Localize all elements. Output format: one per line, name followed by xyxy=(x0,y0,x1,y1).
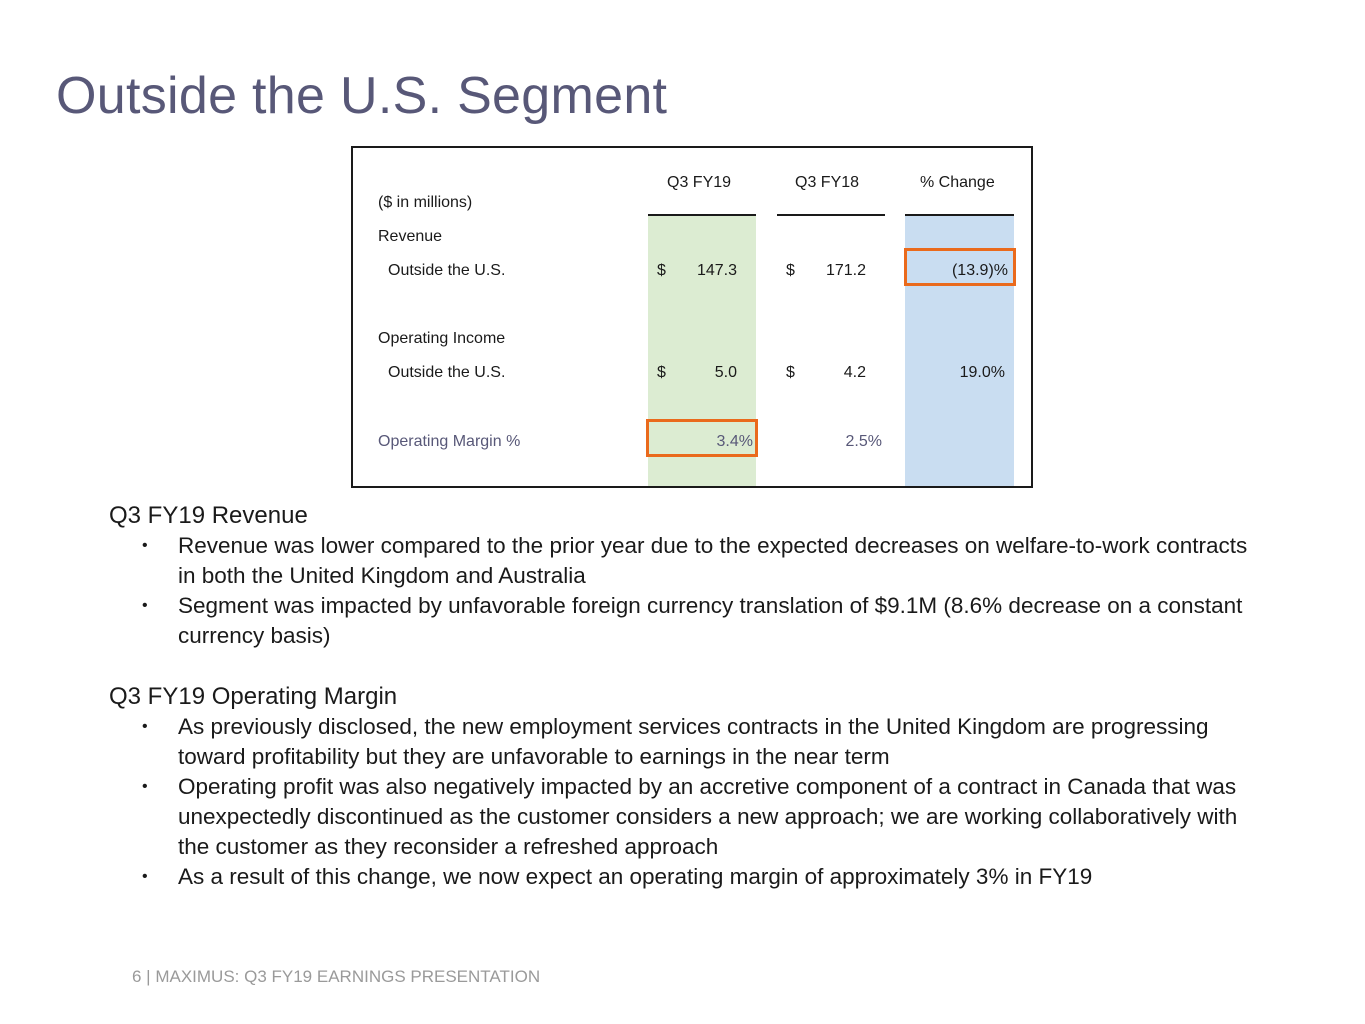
section-heading-operating-margin: Q3 FY19 Operating Margin xyxy=(109,683,398,710)
header-q3fy19: Q3 FY19 xyxy=(667,174,732,191)
revenue-row-label: Outside the U.S. xyxy=(388,262,506,279)
margin-highlight xyxy=(646,419,758,457)
header-q3fy18: Q3 FY18 xyxy=(795,174,860,191)
bullet-item xyxy=(140,712,1260,772)
oi-change-value: 19.0% xyxy=(959,364,1005,381)
revenue-q3fy19-currency: $ xyxy=(657,262,666,279)
footer-text: 6 | MAXIMUS: Q3 FY19 EARNINGS PRESENTATION xyxy=(132,967,541,986)
bullet-glyph: • xyxy=(142,537,148,554)
operating-income-label: Operating Income xyxy=(378,330,506,347)
bullet-glyph: • xyxy=(142,778,148,795)
oi-q3fy19-value: 5.0 xyxy=(714,364,737,381)
page-title: Outside the U.S. Segment xyxy=(56,67,668,125)
section-heading-revenue: Q3 FY19 Revenue xyxy=(109,502,308,529)
revenue-q3fy19-value: 147.3 xyxy=(696,262,737,279)
header-underline-q3fy18 xyxy=(777,214,885,216)
bullet-text: Operating profit was also negatively impacted by an accretive component of a contract in Canada that was unexpectedly discontinued as the customer considers a new approach; we are working collaboratively with the customer as they reconsider a refreshed approach xyxy=(178,774,1238,859)
bullet-text: Segment was impacted by unfavorable foreign currency translation of $9.1M (8.6% decrease on a constant currency basis) xyxy=(178,593,1243,648)
bullet-text: As a result of this change, we now expect an operating margin of approximately 3% in FY19 xyxy=(178,864,1093,889)
revenue-q3fy18-currency: $ xyxy=(786,262,795,279)
header-underline-change xyxy=(905,214,1014,216)
oi-q3fy18-value: 4.2 xyxy=(843,364,866,381)
bullet-item xyxy=(140,772,1260,862)
financial-table xyxy=(351,146,1033,488)
oi-q3fy19-currency: $ xyxy=(657,364,666,381)
revenue-label: Revenue xyxy=(378,228,443,245)
header-change: % Change xyxy=(920,174,995,191)
margin-q3fy19-value: 3.4% xyxy=(716,433,753,450)
revenue-q3fy18-value: 171.2 xyxy=(825,262,866,279)
bullet-glyph: • xyxy=(142,597,148,614)
operating-margin-label: Operating Margin % xyxy=(378,433,521,450)
revenue-bullet-list xyxy=(140,531,1260,651)
margin-bullet-list xyxy=(140,712,1260,892)
oi-row-label: Outside the U.S. xyxy=(388,364,506,381)
bullet-item xyxy=(140,531,1260,591)
bullet-text: Revenue was lower compared to the prior year due to the expected decreases on welfare-to-work contracts in both the United Kingdom and Australia xyxy=(178,533,1248,588)
header-underline-q3fy19 xyxy=(648,214,756,216)
bullet-text: As previously disclosed, the new employment services contracts in the United Kingdom are progressing toward profitability but they are unfavorable to earnings in the near term xyxy=(178,714,1209,769)
bullet-item xyxy=(140,591,1260,651)
unit-label: ($ in millions) xyxy=(378,194,473,211)
revenue-change-value: (13.9)% xyxy=(951,262,1008,279)
revenue-change-highlight xyxy=(904,248,1016,286)
margin-q3fy18-value: 2.5% xyxy=(845,433,882,450)
oi-q3fy18-currency: $ xyxy=(786,364,795,381)
bullet-glyph: • xyxy=(142,718,148,735)
bullet-glyph: • xyxy=(142,868,148,885)
bullet-item xyxy=(140,862,1260,892)
